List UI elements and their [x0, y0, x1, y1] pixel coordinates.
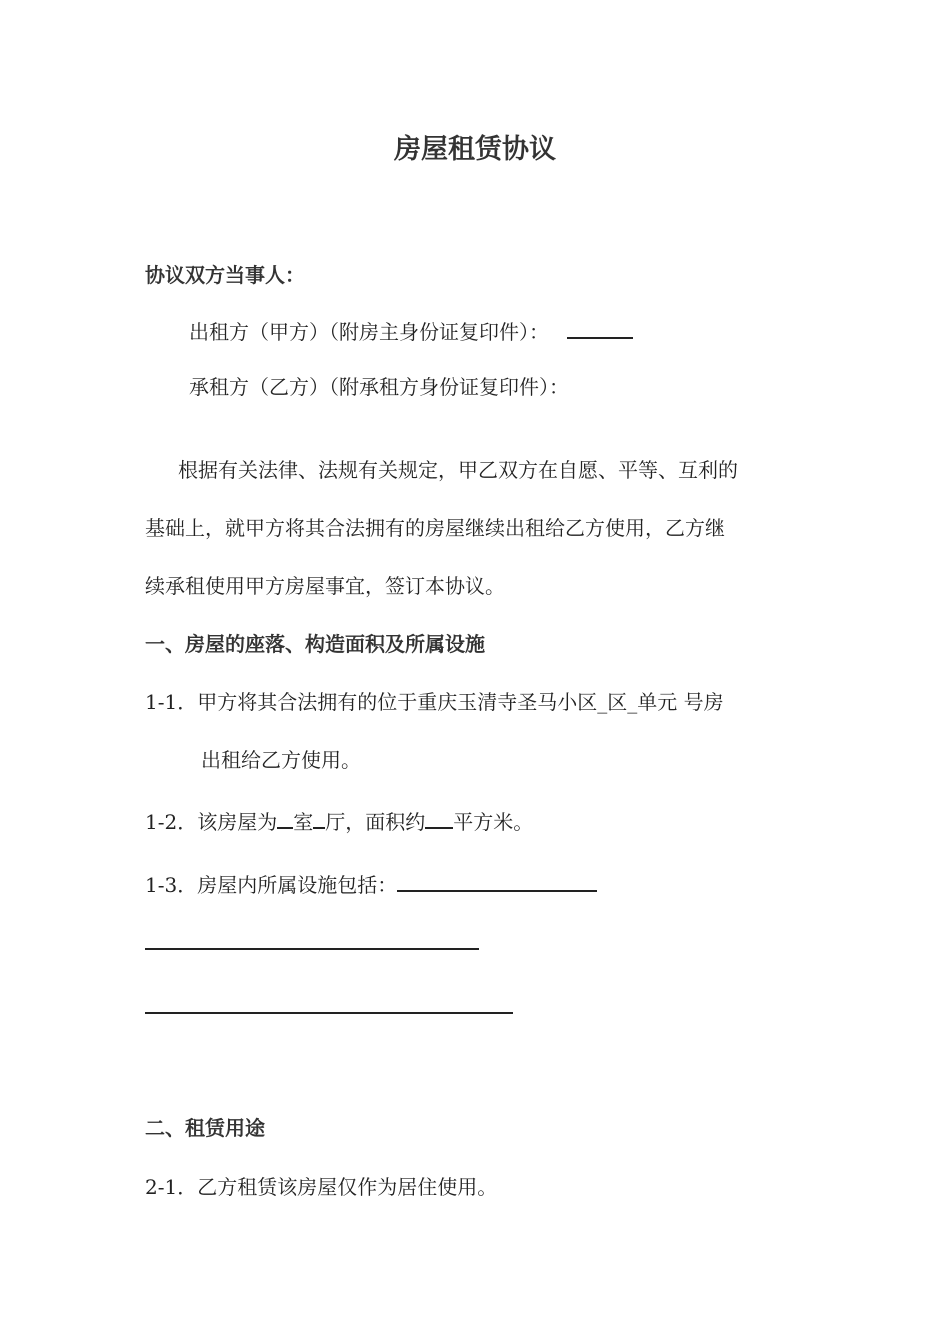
clause-1-2-suffix: 平方米。	[453, 810, 534, 834]
lessee-line: 承租方（乙方）（附承租方身份证复印件）：	[189, 375, 569, 399]
clause-1-1-line-1: 1-1．甲方将其合法拥有的位于重庆玉清寺圣马小区_区_单元 号房	[145, 690, 724, 714]
clause-1-3	[145, 868, 597, 899]
clause-1-2	[145, 805, 533, 836]
intro-line-2: 基础上，就甲方将其合法拥有的房屋继续出租给乙方使用，乙方继	[145, 516, 725, 540]
section1-heading: 一、房屋的座落、构造面积及所属设施	[145, 632, 485, 656]
facilities-blank-2	[145, 948, 479, 950]
lessor-blank	[567, 315, 633, 339]
intro-line-1: 根据有关法律、法规有关规定，甲乙双方在自愿、平等、互利的	[178, 458, 738, 482]
room-count-blank	[277, 805, 293, 829]
clause-1-1-line-2: 出租给乙方使用。	[201, 748, 361, 772]
facilities-blank-3	[145, 1012, 513, 1014]
clause-1-2-room: 室	[293, 810, 314, 834]
hall-count-blank	[313, 805, 325, 829]
lessor-line	[189, 315, 633, 346]
lessor-label: 出租方（甲方）（附房主身份证复印件）：	[189, 320, 549, 344]
clause-2-1: 2-1．乙方租赁该房屋仅作为居住使用。	[145, 1175, 498, 1199]
clause-1-3-label: 1-3．房屋内所属设施包括：	[145, 873, 398, 897]
intro-line-3: 续承租使用甲方房屋事宜，签订本协议。	[145, 574, 505, 598]
document-title: 房屋租赁协议	[394, 134, 556, 165]
clause-1-2-hall: 厅，面积约	[325, 810, 426, 834]
section2-heading: 二、租赁用途	[145, 1116, 265, 1140]
area-blank	[425, 805, 453, 829]
clause-1-2-prefix: 1-2．该房屋为	[145, 810, 278, 834]
parties-heading: 协议双方当事人：	[145, 263, 305, 287]
facilities-blank-1	[397, 868, 597, 892]
